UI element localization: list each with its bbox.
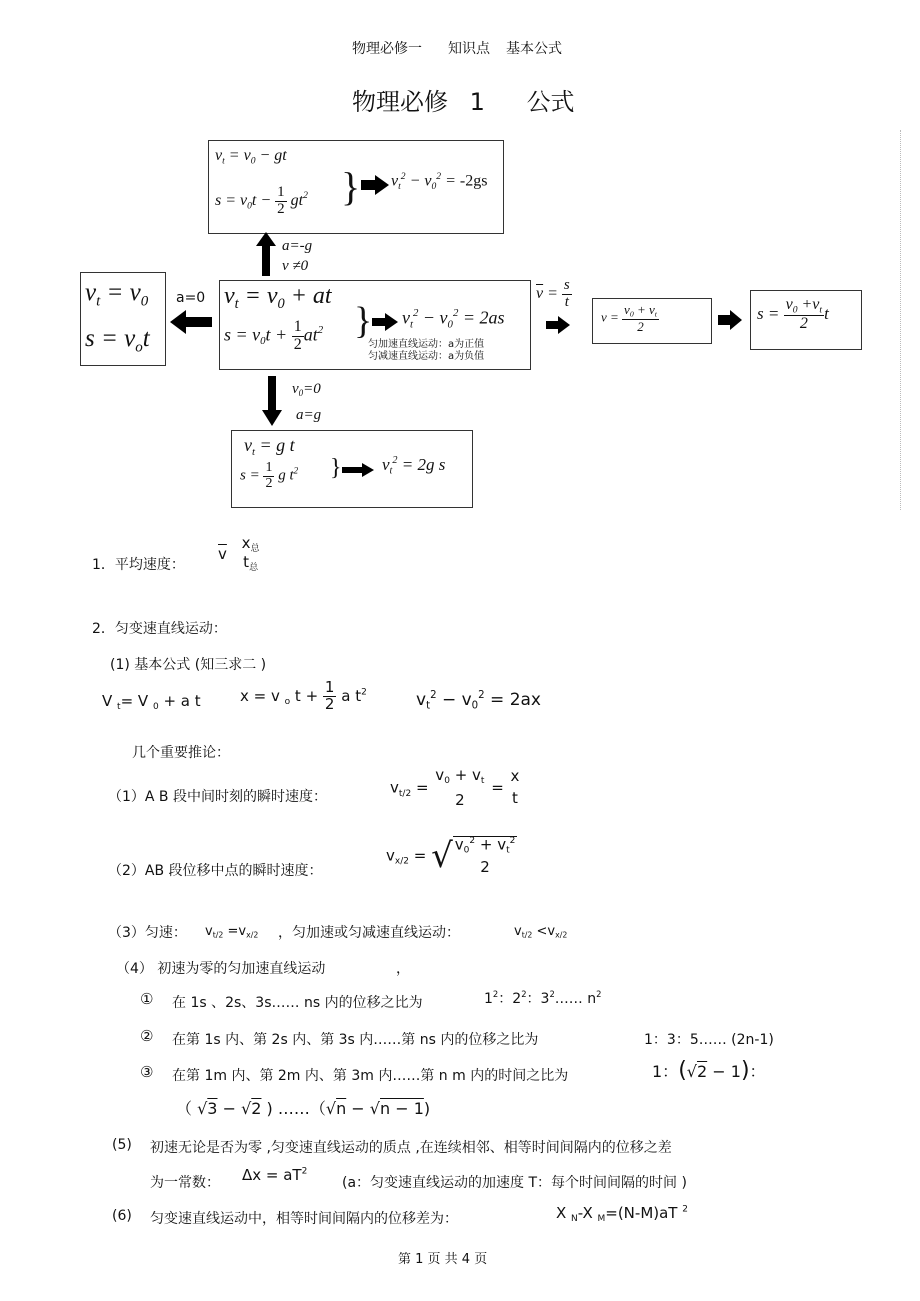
avg-formula: $\overline{v}$ = $\frac{s}{t}$	[536, 277, 570, 310]
item-2-ratio: 1：3：5…… (2n-1)	[644, 1032, 774, 1048]
inference-4-comma: ，	[396, 961, 410, 977]
item-3-ratio-start: 1：(√2 − 1)：	[652, 1058, 766, 1083]
header-left: 物理必修一	[352, 41, 422, 57]
section-1-label: 1．平均速度：	[92, 557, 185, 573]
inferences-title: 几个重要推论：	[132, 745, 230, 761]
item-1-text: 在 1s 、2s、3s…… ns 内的位移之比为	[172, 995, 423, 1011]
inference-1-formula: $v_{t/2}$ = $v_0 + v_t$ 2 = x t	[390, 766, 520, 809]
left-condition: a=0	[176, 290, 206, 306]
item-1-ratio: $1^2$：$2^2$：$3^2\dots\dots$ $n^2$	[484, 989, 602, 1007]
down-arrow-icon	[262, 376, 282, 426]
title-num: 1	[469, 88, 485, 116]
inference-1-label: （1）A B 段中间时刻的瞬时速度：	[108, 789, 327, 805]
header-right: 基本公式	[506, 41, 562, 57]
section-5-formula: $\Delta x = aT^2$	[242, 1166, 308, 1184]
page-footer: 第 1 页 共 4 页	[398, 1252, 488, 1267]
inference-2-formula: $v_{x/2}$ = √ $v_0^2 + v_t^2$ 2	[386, 835, 516, 877]
inference-4-label: （4） 初速为零的匀加速直线运动	[116, 961, 326, 977]
basic-formula-3: $v_t^2 - v_0^2 = 2ax$	[416, 690, 541, 712]
item-3-num: ③	[140, 1063, 154, 1081]
right-formula-box: s = $\frac{v_0 +v_t}{2}$ t	[750, 290, 862, 350]
right-arrow-icon	[342, 463, 374, 477]
title-main: 物理必修	[352, 88, 448, 116]
right-arrow-icon	[718, 310, 742, 330]
section-1-formula: $\overline{v}$ $x_总$ $t_总$	[218, 534, 260, 573]
mid-formula-box: v = $\frac{v_0 + v_t}{2}$	[592, 298, 712, 344]
right-arrow-icon	[372, 313, 398, 331]
section-5-line2: 为一常数：	[150, 1175, 220, 1191]
up-condition: a=-g v ≠0	[282, 238, 313, 274]
section-5-note: (a：匀变速直线运动的加速度 T：每个时间间隔的时间 )	[342, 1175, 687, 1191]
basic-formula-1: V $_t$= V $_0$ + a t	[102, 692, 201, 713]
item-3-ratio-cont: （ √3 − √2 ) ……（√n − √n − 1)	[176, 1099, 431, 1118]
title-tail: 公式	[526, 88, 575, 116]
basic-formula-2: x = v $_o$ t + $\frac{1}{2}$ a $t^2$	[240, 678, 367, 713]
inference-3-less: $v_{t/2} <v_{x/2}$	[514, 924, 568, 940]
top-formula-box: $v_t = v_0$ − gt $s = v_0t$ − $\frac{1}{2}$ $gt^2$ } $v_t^2 - v_0^2 = -2gs$	[208, 140, 504, 234]
right-arrow-icon	[361, 175, 389, 195]
right-arrow-icon	[546, 316, 570, 334]
inference-3-label: （3）匀速：	[108, 925, 187, 941]
header-mid: 知识点	[448, 41, 490, 57]
item-2-num: ②	[140, 1027, 154, 1045]
page-title	[352, 82, 575, 117]
center-formula-box: $v_t = v_0$ + at $s = v_0t$ + $\frac{1}{2}$ $at^2$ } $v_t^2 - v_0^2 = 2as$ 匀加速直线运动：a为正值 匀减速直线运动：a为负值	[219, 280, 531, 370]
section-6-num: (6)	[112, 1208, 132, 1224]
down-condition: $v_0=0$ a=g	[292, 381, 322, 424]
section-6-formula: X $_N$-X $_M$=(N-M)aT $^2$	[556, 1204, 688, 1225]
up-arrow-icon	[256, 232, 276, 276]
margin-guide	[900, 130, 901, 510]
item-2-text: 在第 1s 内、第 2s 内、第 3s 内……第 ns 内的位移之比为	[172, 1032, 539, 1048]
inference-2-label: （2）AB 段位移中点的瞬时速度：	[108, 863, 323, 879]
section-2-label: 2．匀变速直线运动：	[92, 621, 227, 637]
bottom-formula-box: $v_t = g$ t s = $\frac{1}{2}$ g $t^2$ } $v_t^2 = 2g$ s	[231, 430, 473, 508]
left-formula-box: $v_t = v_0$ $s = v_ot$	[80, 272, 166, 366]
section-6-text: 匀变速直线运动中，相等时间间隔内的位移差为：	[150, 1211, 458, 1227]
section-2-sub1: (1) 基本公式 (知三求二 )	[110, 657, 267, 673]
section-5-text: 初速无论是否为零 ,匀变速直线运动的质点 ,在连续相邻、相等时间间隔内的位移之差	[150, 1140, 672, 1156]
item-1-num: ①	[140, 990, 154, 1008]
inference-3-equal: $v_{t/2} =v_{x/2}$	[205, 924, 259, 940]
item-3-text: 在第 1m 内、第 2m 内、第 3m 内……第 n m 内的时间之比为	[172, 1068, 569, 1084]
left-arrow-icon	[170, 310, 212, 334]
section-5-num: (5)	[112, 1137, 132, 1153]
inference-3-mid: ，匀加速或匀减速直线运动：	[278, 925, 460, 941]
